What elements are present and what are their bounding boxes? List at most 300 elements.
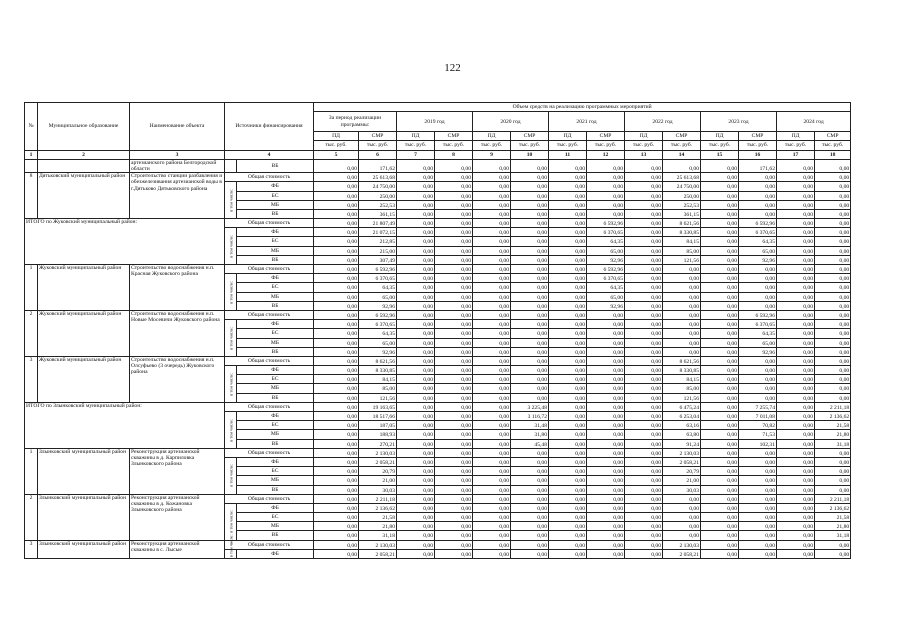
- value-cell: 0,00: [815, 375, 851, 384]
- object-name: артезианского района Белгородской области: [130, 159, 225, 172]
- value-cell: 0,00: [777, 246, 815, 255]
- value-cell: 0,00: [777, 467, 815, 476]
- value-cell: 0,00: [473, 255, 511, 264]
- value-cell: 0,00: [625, 191, 663, 200]
- header-unit: тыс. руб.: [549, 141, 587, 150]
- value-cell: 0,00: [625, 531, 663, 540]
- value-cell: 0,00: [314, 356, 359, 365]
- value-cell: 0,00: [625, 412, 663, 421]
- funding-source: ФБ: [237, 412, 314, 421]
- value-cell: 0,00: [435, 265, 473, 274]
- header-no: №: [25, 103, 38, 151]
- column-number: 12: [587, 150, 625, 159]
- value-cell: 0,00: [473, 448, 511, 457]
- incl-label: в том числе:: [225, 549, 237, 558]
- value-cell: 0,00: [511, 448, 549, 457]
- funding-source: МБ: [237, 338, 314, 347]
- value-cell: 0,00: [314, 412, 359, 421]
- value-cell: 0,00: [549, 457, 587, 466]
- value-cell: 0,00: [815, 228, 851, 237]
- value-cell: 0,00: [587, 412, 625, 421]
- value-cell: 25 613,68: [663, 173, 701, 182]
- value-cell: 0,00: [397, 448, 435, 457]
- value-cell: 0,00: [435, 412, 473, 421]
- value-cell: 0,00: [549, 347, 587, 356]
- value-cell: 0,00: [435, 402, 473, 411]
- value-cell: 0,00: [815, 476, 851, 485]
- value-cell: 2 058,21: [663, 457, 701, 466]
- value-cell: 0,00: [549, 320, 587, 329]
- incl-label: в том числе:: [225, 412, 237, 449]
- column-number: 4: [225, 150, 314, 159]
- value-cell: 0,00: [397, 310, 435, 319]
- object-name: Строительство водоснабжения н.п. Новые Мосевичи Жуковского района: [130, 310, 225, 356]
- value-cell: 0,00: [511, 347, 549, 356]
- value-cell: 0,00: [397, 467, 435, 476]
- value-cell: 0,00: [549, 310, 587, 319]
- value-cell: 0,00: [314, 329, 359, 338]
- row-number: [25, 159, 38, 172]
- value-cell: 0,00: [397, 421, 435, 430]
- value-cell: 0,00: [511, 320, 549, 329]
- value-cell: 0,00: [397, 356, 435, 365]
- value-cell: 0,00: [473, 310, 511, 319]
- page-number: 122: [444, 62, 461, 74]
- value-cell: 0,00: [777, 513, 815, 522]
- value-cell: 21,58: [815, 513, 851, 522]
- funding-source: МБ: [237, 246, 314, 255]
- value-cell: 0,00: [549, 448, 587, 457]
- table-row: [25, 356, 884, 365]
- value-cell: 0,00: [701, 329, 739, 338]
- object-name: Строительство водоснабжения н.п. Красная Жуковского района: [130, 265, 225, 311]
- value-cell: 0,00: [473, 209, 511, 218]
- value-cell: 0,00: [397, 503, 435, 512]
- row-number: 2: [25, 310, 38, 356]
- value-cell: 0,00: [701, 182, 739, 191]
- value-cell: 3 225,48: [511, 402, 549, 411]
- value-cell: 0,00: [314, 503, 359, 512]
- value-cell: 0,00: [587, 439, 625, 448]
- value-cell: 0,00: [701, 457, 739, 466]
- value-cell: 0,00: [739, 301, 777, 310]
- value-cell: 0,00: [511, 274, 549, 283]
- municipality-name: Злынковский муниципальный район: [38, 494, 130, 540]
- value-cell: 0,00: [435, 513, 473, 522]
- funding-source: БС: [237, 237, 314, 246]
- row-number: 2: [25, 494, 38, 540]
- value-cell: 0,00: [625, 173, 663, 182]
- value-cell: 0,00: [549, 384, 587, 393]
- value-cell: 0,00: [511, 485, 549, 494]
- value-cell: 0,00: [397, 292, 435, 301]
- value-cell: 0,00: [435, 338, 473, 347]
- value-cell: 0,00: [815, 191, 851, 200]
- value-cell: 0,00: [663, 329, 701, 338]
- value-cell: 0,00: [473, 366, 511, 375]
- value-cell: 8 621,56: [663, 219, 701, 228]
- column-number: 6: [359, 150, 397, 159]
- column-number: 17: [777, 150, 815, 159]
- value-cell: 20,79: [663, 467, 701, 476]
- value-cell: 0,00: [511, 219, 549, 228]
- value-cell: 0,00: [739, 540, 777, 549]
- funding-source: ФБ: [237, 320, 314, 329]
- value-cell: 0,00: [777, 366, 815, 375]
- value-cell: 0,00: [777, 494, 815, 503]
- value-cell: 0,00: [701, 393, 739, 402]
- value-cell: 6 592,96: [739, 310, 777, 319]
- value-cell: 0,00: [739, 182, 777, 191]
- value-cell: 250,00: [663, 191, 701, 200]
- value-cell: 0,00: [663, 522, 701, 531]
- value-cell: 0,00: [473, 476, 511, 485]
- value-cell: 0,00: [511, 255, 549, 264]
- value-cell: 0,00: [473, 292, 511, 301]
- value-cell: 2 058,21: [359, 549, 397, 558]
- value-cell: 0,00: [435, 255, 473, 264]
- value-cell: 0,00: [587, 375, 625, 384]
- value-cell: 0,00: [777, 540, 815, 549]
- value-cell: 0,00: [701, 246, 739, 255]
- value-cell: 0,00: [473, 219, 511, 228]
- header-year: 2022 год: [625, 112, 701, 132]
- value-cell: 31,48: [511, 421, 549, 430]
- value-cell: 6 592,96: [587, 219, 625, 228]
- value-cell: 0,00: [739, 393, 777, 402]
- total-label: ИТОГО по Жуковский муниципальный район:: [25, 219, 225, 265]
- header-smr: СМР: [587, 132, 625, 141]
- value-cell: 0,00: [701, 549, 739, 558]
- value-cell: 0,00: [549, 421, 587, 430]
- budget-table: [24, 102, 884, 559]
- value-cell: 0,00: [625, 467, 663, 476]
- value-cell: 0,00: [701, 540, 739, 549]
- value-cell: 0,00: [739, 200, 777, 209]
- header-unit: тыс. руб.: [473, 141, 511, 150]
- value-cell: 0,00: [701, 301, 739, 310]
- value-cell: 0,00: [314, 549, 359, 558]
- value-cell: 0,00: [314, 531, 359, 540]
- value-cell: 0,00: [625, 485, 663, 494]
- table-row: [25, 310, 884, 319]
- value-cell: 0,00: [314, 494, 359, 503]
- value-cell: 0,00: [587, 384, 625, 393]
- value-cell: 64,35: [359, 329, 397, 338]
- value-cell: 0,00: [815, 366, 851, 375]
- value-cell: 0,00: [314, 366, 359, 375]
- value-cell: 121,56: [663, 393, 701, 402]
- value-cell: 0,00: [777, 237, 815, 246]
- value-cell: 0,00: [435, 393, 473, 402]
- value-cell: 19 163,65: [359, 402, 397, 411]
- funding-source: ВБ: [237, 159, 314, 172]
- funding-source: ВБ: [237, 439, 314, 448]
- table-row: [25, 540, 884, 549]
- value-cell: 0,00: [739, 209, 777, 218]
- value-cell: 0,00: [701, 476, 739, 485]
- column-number: 7: [397, 150, 435, 159]
- value-cell: 0,00: [314, 209, 359, 218]
- source-total-label: Общая стоимость: [225, 540, 314, 549]
- value-cell: 0,00: [549, 255, 587, 264]
- incl-label: в том числе:: [225, 228, 237, 265]
- row-number: 1: [25, 265, 38, 311]
- value-cell: 0,00: [549, 375, 587, 384]
- value-cell: 0,00: [701, 274, 739, 283]
- value-cell: 21,80: [815, 522, 851, 531]
- value-cell: 0,00: [739, 283, 777, 292]
- funding-source: ФБ: [237, 274, 314, 283]
- value-cell: 0,00: [397, 375, 435, 384]
- value-cell: 0,00: [511, 310, 549, 319]
- header-smr: СМР: [511, 132, 549, 141]
- value-cell: 0,00: [435, 347, 473, 356]
- value-cell: 31,18: [815, 531, 851, 540]
- value-cell: 2 136,62: [359, 503, 397, 512]
- table-row: [25, 494, 884, 503]
- value-cell: 6 253,04: [663, 412, 701, 421]
- value-cell: 0,00: [625, 209, 663, 218]
- value-cell: 2 130,03: [359, 540, 397, 549]
- value-cell: 0,00: [314, 467, 359, 476]
- row-number: 3: [25, 356, 38, 402]
- value-cell: 0,00: [739, 549, 777, 558]
- value-cell: 0,00: [397, 412, 435, 421]
- value-cell: 0,00: [435, 503, 473, 512]
- value-cell: 8 330,85: [663, 366, 701, 375]
- value-cell: 0,00: [511, 246, 549, 255]
- value-cell: 84,15: [663, 237, 701, 246]
- value-cell: 63,80: [663, 430, 701, 439]
- value-cell: 0,00: [314, 338, 359, 347]
- value-cell: 0,00: [701, 467, 739, 476]
- value-cell: 0,00: [815, 173, 851, 182]
- funding-source: ВБ: [237, 347, 314, 356]
- value-cell: 0,00: [625, 292, 663, 301]
- value-cell: 0,00: [397, 159, 435, 172]
- value-cell: 0,00: [739, 448, 777, 457]
- value-cell: 0,00: [511, 531, 549, 540]
- value-cell: 0,00: [397, 228, 435, 237]
- value-cell: 0,00: [314, 283, 359, 292]
- value-cell: 0,00: [815, 237, 851, 246]
- value-cell: 0,00: [314, 393, 359, 402]
- value-cell: 0,00: [625, 283, 663, 292]
- value-cell: 0,00: [625, 347, 663, 356]
- value-cell: 6 370,65: [587, 228, 625, 237]
- value-cell: 0,00: [701, 283, 739, 292]
- table-row: [25, 173, 884, 182]
- value-cell: 0,00: [473, 412, 511, 421]
- value-cell: 212,85: [359, 237, 397, 246]
- value-cell: 0,00: [473, 522, 511, 531]
- value-cell: 0,00: [663, 310, 701, 319]
- value-cell: 0,00: [625, 228, 663, 237]
- value-cell: 0,00: [587, 421, 625, 430]
- value-cell: 6 370,65: [587, 274, 625, 283]
- value-cell: 24 750,00: [663, 182, 701, 191]
- value-cell: 0,00: [663, 494, 701, 503]
- value-cell: 65,00: [359, 338, 397, 347]
- value-cell: 187,05: [359, 421, 397, 430]
- value-cell: 0,00: [701, 412, 739, 421]
- value-cell: 0,00: [625, 338, 663, 347]
- column-number: 10: [511, 150, 549, 159]
- value-cell: 0,00: [815, 255, 851, 264]
- value-cell: 215,00: [359, 246, 397, 255]
- value-cell: 0,00: [587, 320, 625, 329]
- value-cell: 0,00: [314, 310, 359, 319]
- row-number: 1: [25, 448, 38, 494]
- value-cell: 65,00: [587, 292, 625, 301]
- value-cell: 0,00: [473, 182, 511, 191]
- value-cell: 0,00: [511, 292, 549, 301]
- value-cell: 0,00: [473, 173, 511, 182]
- value-cell: 0,00: [777, 338, 815, 347]
- value-cell: 0,00: [815, 200, 851, 209]
- value-cell: 0,00: [473, 320, 511, 329]
- value-cell: 0,00: [663, 274, 701, 283]
- value-cell: 0,00: [815, 384, 851, 393]
- value-cell: 6 370,65: [739, 320, 777, 329]
- value-cell: 0,00: [397, 329, 435, 338]
- funding-source: БС: [237, 421, 314, 430]
- value-cell: 0,00: [397, 219, 435, 228]
- value-cell: 0,00: [435, 356, 473, 365]
- value-cell: 0,00: [587, 393, 625, 402]
- value-cell: 0,00: [625, 274, 663, 283]
- value-cell: 0,00: [587, 366, 625, 375]
- value-cell: 0,00: [739, 531, 777, 540]
- value-cell: 84,15: [359, 375, 397, 384]
- value-cell: 0,00: [701, 255, 739, 264]
- value-cell: 0,00: [701, 375, 739, 384]
- value-cell: 0,00: [435, 200, 473, 209]
- value-cell: 0,00: [397, 393, 435, 402]
- value-cell: 0,00: [777, 457, 815, 466]
- value-cell: 0,00: [549, 209, 587, 218]
- funding-source: ВБ: [237, 255, 314, 264]
- value-cell: 21,80: [359, 522, 397, 531]
- value-cell: 0,00: [587, 503, 625, 512]
- value-cell: 0,00: [549, 283, 587, 292]
- value-cell: 0,00: [549, 513, 587, 522]
- value-cell: 92,96: [359, 301, 397, 310]
- value-cell: 0,00: [625, 513, 663, 522]
- value-cell: 0,00: [549, 485, 587, 494]
- value-cell: 0,00: [777, 265, 815, 274]
- column-number: 16: [739, 150, 777, 159]
- funding-source: ФБ: [237, 457, 314, 466]
- value-cell: 92,96: [739, 255, 777, 264]
- value-cell: 0,00: [473, 549, 511, 558]
- value-cell: 0,00: [777, 219, 815, 228]
- value-cell: 0,00: [739, 476, 777, 485]
- value-cell: 0,00: [777, 402, 815, 411]
- value-cell: 0,00: [777, 200, 815, 209]
- value-cell: 0,00: [397, 283, 435, 292]
- value-cell: 2 136,62: [815, 412, 851, 421]
- value-cell: 0,00: [549, 494, 587, 503]
- incl-label: в том числе:: [225, 457, 237, 494]
- value-cell: 0,00: [815, 485, 851, 494]
- header-unit: тыс. руб.: [701, 141, 739, 150]
- header-pd: ПД: [314, 132, 359, 141]
- value-cell: 0,00: [625, 237, 663, 246]
- header-year: 2024 год: [777, 112, 851, 132]
- column-number: 15: [701, 150, 739, 159]
- value-cell: 0,00: [314, 292, 359, 301]
- value-cell: 65,00: [739, 338, 777, 347]
- value-cell: 0,00: [435, 448, 473, 457]
- value-cell: 0,00: [314, 439, 359, 448]
- value-cell: 0,00: [314, 485, 359, 494]
- value-cell: 0,00: [701, 338, 739, 347]
- value-cell: 0,00: [397, 457, 435, 466]
- value-cell: 0,00: [625, 494, 663, 503]
- value-cell: 0,00: [511, 522, 549, 531]
- value-cell: 250,00: [359, 191, 397, 200]
- value-cell: 0,00: [587, 494, 625, 503]
- value-cell: 0,00: [397, 274, 435, 283]
- value-cell: 0,00: [663, 347, 701, 356]
- value-cell: 0,00: [435, 310, 473, 319]
- value-cell: 0,00: [549, 301, 587, 310]
- value-cell: 0,00: [587, 173, 625, 182]
- value-cell: 0,00: [435, 228, 473, 237]
- value-cell: 0,00: [314, 173, 359, 182]
- value-cell: 2 211,18: [359, 494, 397, 503]
- funding-source: МБ: [237, 384, 314, 393]
- value-cell: 2 058,21: [359, 457, 397, 466]
- value-cell: 0,00: [587, 522, 625, 531]
- value-cell: 0,00: [397, 191, 435, 200]
- value-cell: 21,58: [359, 513, 397, 522]
- header-unit: тыс. руб.: [314, 141, 359, 150]
- value-cell: 0,00: [397, 237, 435, 246]
- value-cell: 0,00: [625, 265, 663, 274]
- value-cell: 0,00: [314, 255, 359, 264]
- header-unit: тыс. руб.: [359, 141, 397, 150]
- value-cell: 63,16: [663, 421, 701, 430]
- value-cell: 2 211,18: [815, 402, 851, 411]
- funding-source: ФБ: [237, 228, 314, 237]
- value-cell: 0,00: [587, 329, 625, 338]
- value-cell: 0,00: [473, 301, 511, 310]
- value-cell: 0,00: [314, 265, 359, 274]
- value-cell: 0,00: [314, 159, 359, 172]
- value-cell: 0,00: [587, 448, 625, 457]
- value-cell: 0,00: [815, 467, 851, 476]
- value-cell: 0,00: [314, 191, 359, 200]
- value-cell: 0,00: [625, 384, 663, 393]
- value-cell: 0,00: [587, 485, 625, 494]
- value-cell: 2 136,62: [815, 503, 851, 512]
- value-cell: 0,00: [777, 522, 815, 531]
- value-cell: 21,58: [815, 421, 851, 430]
- value-cell: 70,82: [739, 421, 777, 430]
- value-cell: 0,00: [815, 219, 851, 228]
- value-cell: 65,00: [739, 246, 777, 255]
- value-cell: 0,00: [473, 513, 511, 522]
- value-cell: 0,00: [473, 200, 511, 209]
- header-pd: ПД: [701, 132, 739, 141]
- value-cell: 0,00: [435, 384, 473, 393]
- value-cell: 0,00: [549, 191, 587, 200]
- value-cell: 0,00: [549, 159, 587, 172]
- value-cell: 0,00: [397, 430, 435, 439]
